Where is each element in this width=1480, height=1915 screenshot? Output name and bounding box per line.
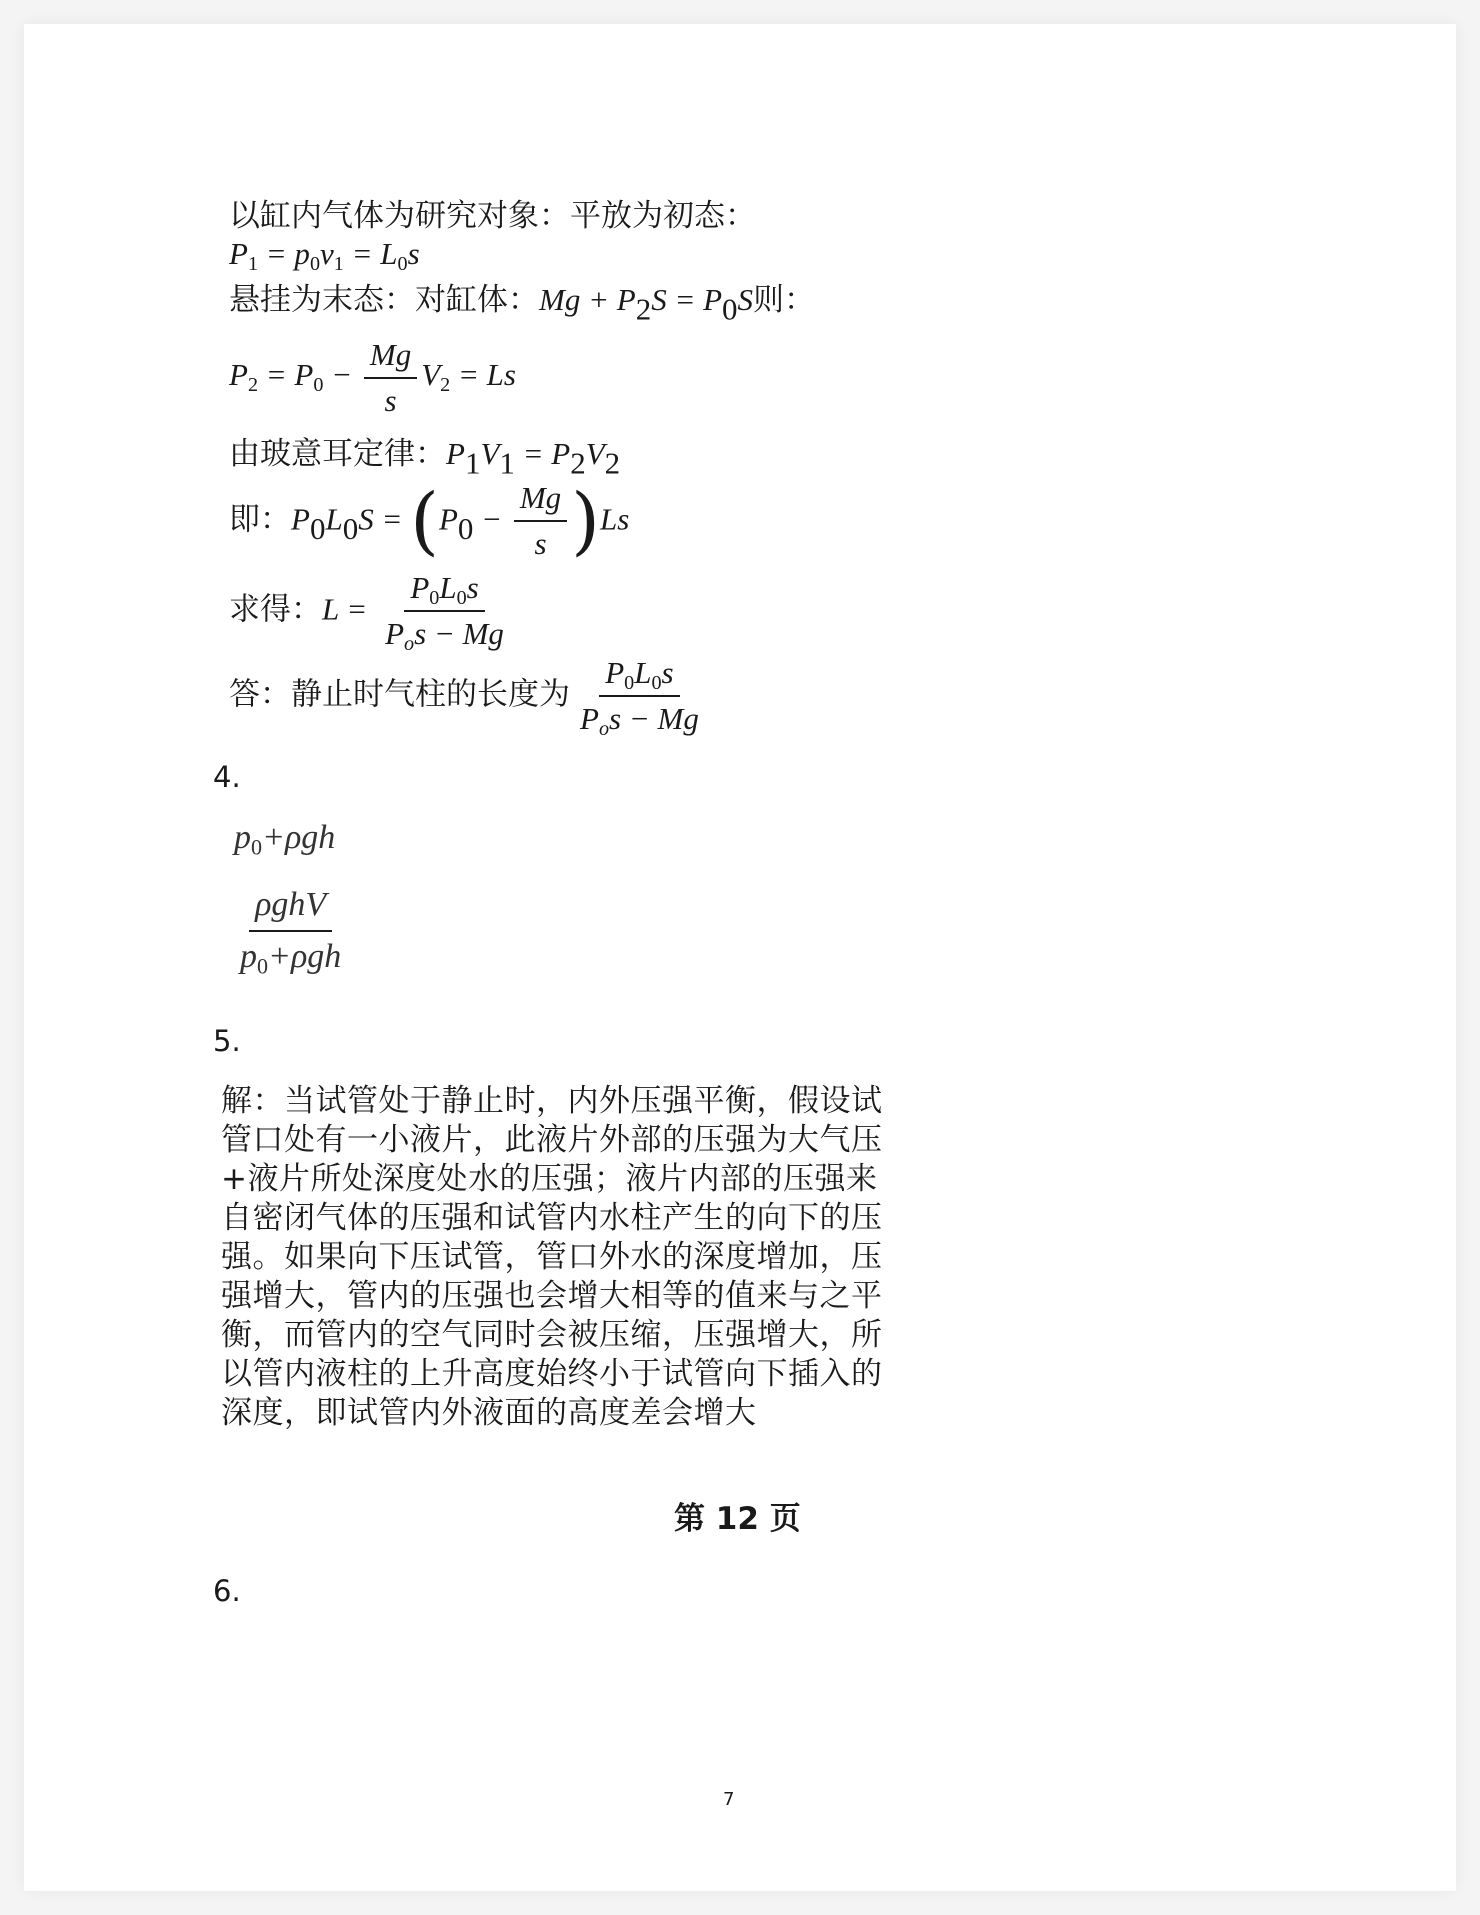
page-number: 7 [723, 1789, 735, 1810]
problem-5-label: 5. [213, 1024, 241, 1058]
fraction-answer: $\frac{P_0L_0s}{P_os - Mg}$ [580, 655, 699, 741]
p3-line4-equation: $P_2 = P_0$ − $\frac{Mg}{s}$ $V_2 = Ls$ [229, 337, 516, 418]
problem-6-label: 6. [213, 1574, 241, 1608]
p5-solution-paragraph: 解：当试管处于静止时，内外压强平衡，假设试管口处有一小液片，此液片外部的压强为大气压+液片所处深度处水的压强；液片内部的压强来自密闭气体的压强和试管内水柱产生的向下的压强。如果向下压试管，管口外水的深度增加，压强增大，管内的压强也会增大相等的值来与之平衡，而管内的空气同时会被压缩，压强增大，所以管内液柱的上升高度始终小于试管向下插入的深度，即试管内外液面的高度差会增大 [221, 1083, 883, 1431]
p3-line5: 由玻意耳定律：$P_1V_1 = P_2V_2$ [229, 436, 621, 481]
p3-line6: 即：$P_0L_0S = (P_0$ − $\frac{Mg}{s}$ )Ls [229, 478, 630, 564]
p4-expression-2 [234, 886, 347, 979]
p4-expression-1: $p_0+\rho gh$ [234, 819, 336, 860]
p3-line2-equation: $P_1 = p_0v_1 = L_0s$ [229, 236, 420, 276]
fraction-mg-over-s: $\frac{Mg}{s}$ [364, 336, 417, 420]
fraction-rhoghv: $\frac{\text{ρghV}}{p_0+\rho gh}$ [240, 886, 342, 979]
p3-line7: 求得：L = $\frac{P_0L_0s}{P_os - Mg}$ [229, 569, 514, 653]
fraction-mg-over-s: $\frac{Mg}{s}$ [514, 479, 567, 563]
page-heading: 第 12 页 [674, 1501, 801, 1537]
p3-line3: 悬挂为末态：对缸体：$Mg + P_2S = P_0S$则： [229, 282, 816, 327]
p3-line8-answer: 答：静止时气柱的长度为 $\frac{P_0L_0s}{P_os - Mg}$ [229, 654, 709, 738]
document-page [24, 24, 1456, 1891]
fraction-result: $\frac{P_0L_0s}{P_os - Mg}$ [385, 570, 504, 656]
problem-4-label: 4. [213, 760, 241, 794]
p3-line1: 以缸内气体为研究对象：平放为初态： [229, 198, 756, 234]
